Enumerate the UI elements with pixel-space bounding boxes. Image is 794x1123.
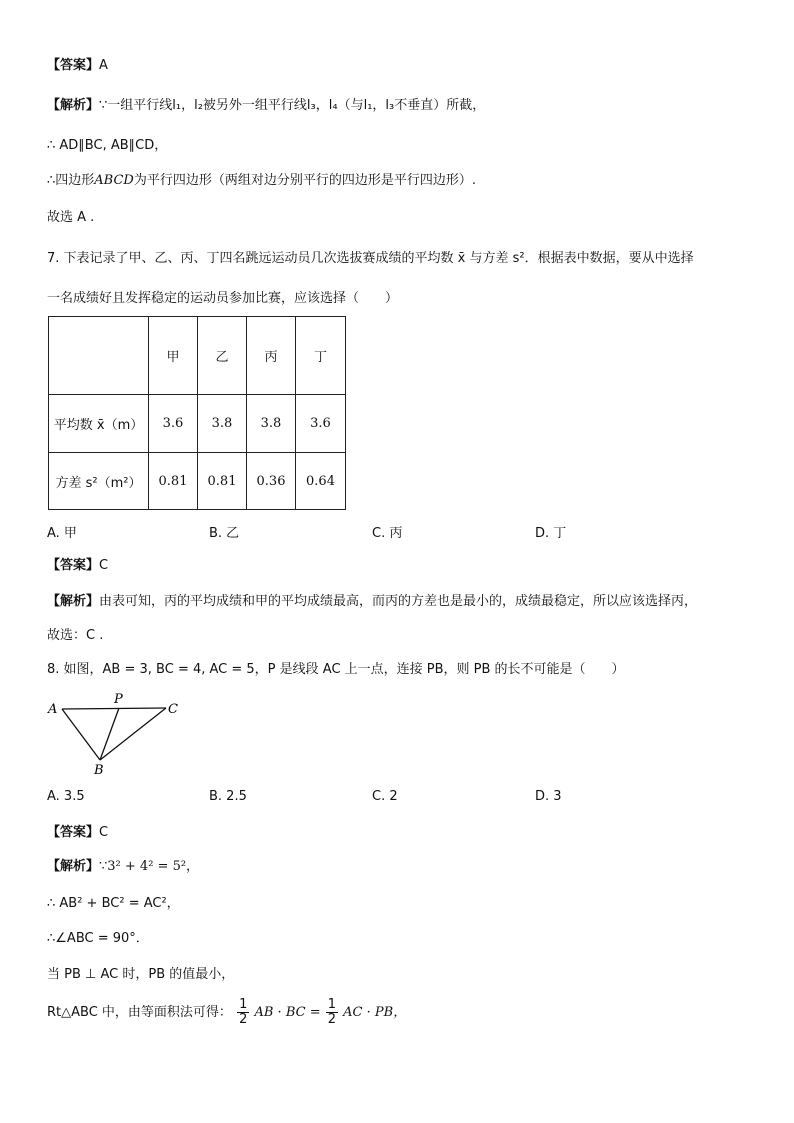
answer-value: A [99, 58, 108, 73]
row-label-variance: 方差 s²（m²） [49, 453, 149, 510]
table-cell: 3.6 [296, 395, 346, 453]
label-a: A [48, 702, 58, 717]
header-ding: 丁 [296, 317, 346, 395]
q6-analysis-line1 [47, 97, 485, 115]
table-corner-cell [49, 317, 149, 395]
q8-answer-line [47, 824, 108, 842]
fraction-half: $\frac{1}{2}$ [239, 997, 248, 1027]
option-c[interactable]: C. 2 [372, 789, 398, 804]
q7-stem-line2: 一名成绩好且发挥稳定的运动员参加比赛，应该选择（ ） [47, 291, 399, 306]
triangle-figure [44, 692, 194, 778]
header-jia: 甲 [149, 317, 198, 395]
option-b[interactable]: B. 2.5 [209, 789, 247, 804]
answer-value: C [99, 825, 109, 840]
analysis-text: ∵3² + 4² = 5²， [99, 859, 200, 874]
table-cell: 0.81 [149, 453, 198, 510]
q7-options [47, 522, 747, 540]
table-cell: 3.6 [149, 395, 198, 453]
analysis-tag: 【解析】 [47, 859, 100, 874]
q8-options [47, 789, 747, 807]
header-yi: 乙 [198, 317, 247, 395]
option-d[interactable]: D. 3 [535, 789, 562, 804]
option-c[interactable]: C. 丙 [372, 526, 403, 541]
q7-data-table [48, 316, 346, 510]
q6-analysis-line2: ∴ AD∥BC, AB∥CD， [47, 138, 168, 153]
label-p: P [114, 692, 123, 707]
q8-analysis-line4: 当 PB ⊥ AC 时，PB 的值最小， [47, 967, 235, 982]
header-bing: 丙 [247, 317, 296, 395]
answer-value: C [99, 558, 109, 573]
segment-ab [62, 709, 100, 760]
analysis-tag: 【解析】 [47, 98, 100, 113]
table-row-variance [49, 453, 346, 510]
q8-analysis-line3: ∴∠ABC = 90°． [47, 931, 149, 946]
option-a[interactable]: A. 甲 [47, 526, 77, 541]
table-cell: 3.8 [247, 395, 296, 453]
q6-answer-line [47, 57, 108, 75]
label-c: C [168, 702, 178, 717]
table-cell: 0.81 [198, 453, 247, 510]
fraction-half: $\frac{1}{2}$ [327, 997, 337, 1027]
analysis-tag: 【解析】 [47, 594, 100, 609]
q8-stem: 8. 如图，AB = 3, BC = 4, AC = 5，P 是线段 AC 上一点，连接 PB，则 PB 的长不可能是（ ） [47, 662, 625, 677]
q8-analysis-line2: ∴ AB² + BC² = AC²， [47, 896, 180, 911]
q7-stem-line1: 7. 下表记录了甲、乙、丙、丁四名跳远运动员几次选拔赛成绩的平均数 x̄ 与方差 s²．根据表中数据，要从中选择 [47, 251, 694, 266]
option-b[interactable]: B. 乙 [209, 526, 240, 541]
q7-answer-line [47, 557, 108, 575]
analysis-text: ∵一组平行线l₁，l₂被另外一组平行线l₃，l₄（与l₁，l₃不垂直）所截， [99, 98, 486, 113]
q7-analysis-line1 [47, 593, 697, 611]
table-cell: 0.36 [247, 453, 296, 510]
answer-tag: 【答案】 [47, 825, 100, 840]
label-b: B [94, 763, 104, 778]
option-a[interactable]: A. 3.5 [47, 789, 85, 804]
table-cell: 0.64 [296, 453, 346, 510]
q7-conclusion: 故选：C . [47, 628, 104, 643]
q8-analysis-line1 [47, 858, 199, 876]
q6-conclusion: 故选 A . [47, 210, 95, 225]
answer-tag: 【答案】 [47, 58, 100, 73]
option-d[interactable]: D. 丁 [535, 526, 567, 541]
table-header-row [49, 317, 346, 395]
answer-tag: 【答案】 [47, 558, 100, 573]
segment-ac [62, 708, 166, 709]
q8-analysis-line5: Rt△ABC 中，由等面积法可得： $\frac{1}{2}$ AB · BC = $\frac{1}{2}$ AC · PB， [47, 997, 407, 1027]
analysis-text: 由表可知，丙的平均成绩和甲的平均成绩最高，而丙的方差也是最小的，成绩最稳定，所以应该选择丙， [99, 594, 698, 609]
row-label-mean: 平均数 x̄（m） [49, 395, 149, 453]
q6-analysis-line3: ∴四边形ABCD为平行四边形（两组对边分别平行的四边形是平行四边形）. [47, 173, 476, 188]
table-cell: 3.8 [198, 395, 247, 453]
table-row-mean [49, 395, 346, 453]
quad-abcd: ABCD [94, 173, 134, 188]
